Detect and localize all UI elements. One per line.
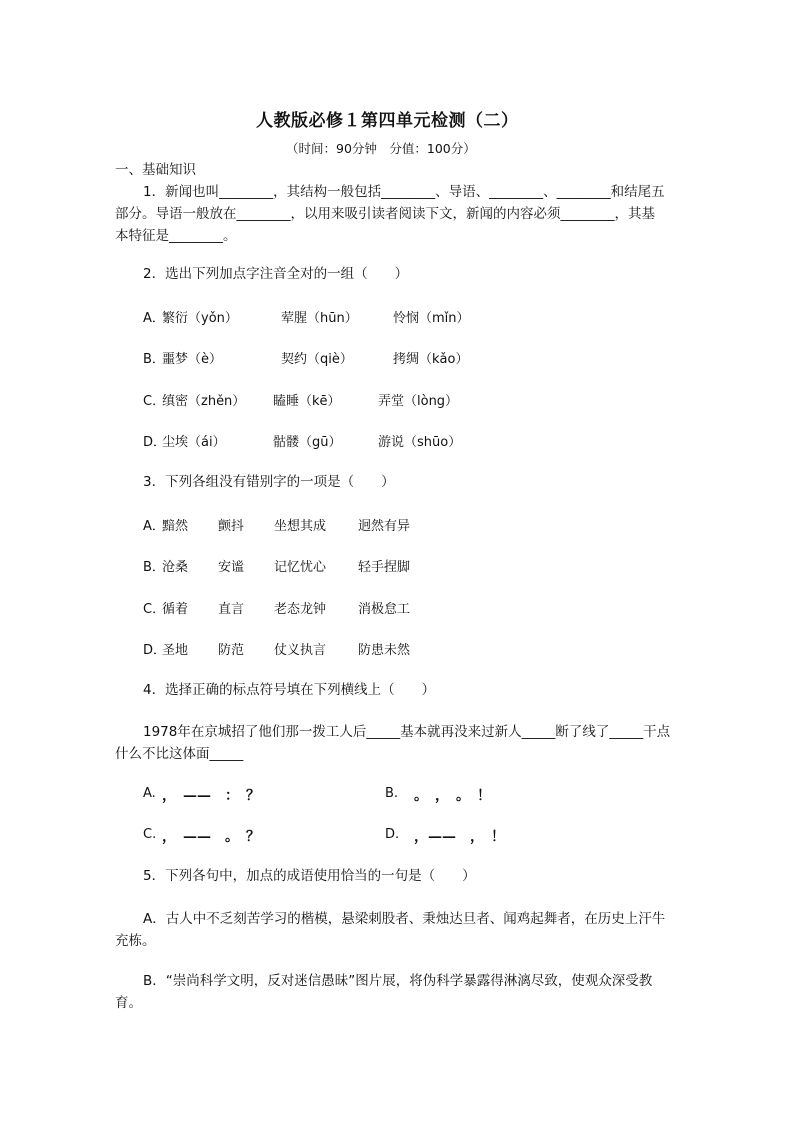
- option-item: 荤腥（hūn）: [281, 311, 358, 326]
- option-marks: 。 ， 。 ！: [400, 788, 491, 804]
- q1-line-1: 1．新闻也叫________，其结构一般包括________、导语、________、________和结尾五: [143, 184, 665, 200]
- option-label: A．: [143, 519, 165, 534]
- option-label: D．: [143, 435, 167, 450]
- option-label: C．: [143, 394, 166, 409]
- q2-stem: 2．选出下列加点字注音全对的一组（ ）: [143, 266, 409, 282]
- option-marks: ， —— 。 ？: [162, 829, 260, 845]
- q1-line-2: 部分。导语一般放在________，以用来吸引读者阅读下文，新闻的内容必须________，其基: [115, 206, 655, 222]
- option-item: 骷髅（gū）: [273, 435, 342, 450]
- option-item: 缜密（zhěn）: [162, 394, 246, 409]
- option-item: 圣地: [162, 643, 189, 658]
- option-label: A.: [143, 786, 156, 801]
- option-item: 老态龙钟: [274, 602, 327, 617]
- option-item: 坐想其成: [274, 519, 327, 534]
- option-label: C．: [143, 602, 166, 617]
- option-item: 记忆忧心: [274, 560, 327, 575]
- option-marks: ， —— ： ？: [162, 788, 260, 804]
- option-label: A．: [143, 311, 165, 326]
- q4-passage-line-2: 什么不比这体面_____: [115, 746, 244, 762]
- option-item: 尘埃（ái）: [162, 435, 226, 450]
- q5-option-b-line-1: B．“崇尚科学文明，反对迷信愚昧”图片展，将伪科学暴露得淋漓尽致，使观众深受教: [143, 973, 653, 989]
- option-item: 迥然有异: [358, 519, 411, 534]
- q4-passage-line-1: 1978年在京城招了他们那一拨工人后_____基本就再没来过新人_____断了线了_____干点: [143, 724, 671, 740]
- option-marks: ，—— ， ！: [400, 829, 505, 845]
- option-item: 直言: [218, 602, 245, 617]
- q5-option-a-line-1: A．古人中不乏刻苦学习的楷模，悬梁刺股者、秉烛达旦者、闻鸡起舞者，在历史上汗牛: [143, 911, 666, 927]
- option-item: 游说（shūo）: [378, 435, 462, 450]
- option-item: 仗义执言: [274, 643, 327, 658]
- option-item: 怜悯（mǐn）: [393, 311, 470, 326]
- q1-line-3: 本特征是________。: [115, 228, 237, 244]
- option-label: B．: [143, 352, 165, 367]
- q5-option-a-line-2: 充栋。: [115, 933, 156, 949]
- option-item: 拷绸（kǎo）: [393, 352, 469, 367]
- page-title: 人教版必修１第四单元检测（二）: [256, 111, 519, 131]
- q4-stem: 4．选择正确的标点符号填在下列横线上（ ）: [143, 682, 436, 698]
- option-item: 轻手捏脚: [358, 560, 411, 575]
- option-item: 黯然: [162, 519, 189, 534]
- option-item: 噩梦（è）: [162, 352, 222, 367]
- option-item: 防患未然: [358, 643, 411, 658]
- option-item: 沧桑: [162, 560, 189, 575]
- option-label: B．: [143, 560, 165, 575]
- option-item: 瞌睡（kē）: [273, 394, 341, 409]
- time-score-info: （时间：90分钟 分值：100分）: [286, 141, 476, 156]
- q5-option-b-line-2: 育。: [115, 995, 142, 1011]
- q3-stem: 3．下列各组没有错别字的一项是（ ）: [143, 474, 395, 490]
- section-heading: 一、基础知识: [115, 162, 196, 178]
- option-item: 安谧: [218, 560, 245, 575]
- option-label: D．: [143, 643, 167, 658]
- option-label: B.: [385, 786, 399, 801]
- option-label: C.: [143, 827, 157, 842]
- q5-stem: 5．下列各句中，加点的成语使用恰当的一句是（ ）: [143, 868, 476, 884]
- option-item: 契约（qiè）: [281, 352, 353, 367]
- option-item: 弄堂（lòng）: [378, 394, 459, 409]
- option-item: 颤抖: [218, 519, 245, 534]
- option-label: D.: [385, 827, 400, 842]
- option-item: 循着: [162, 602, 189, 617]
- option-item: 繁衍（yǒn）: [162, 311, 238, 326]
- option-item: 消极怠工: [358, 602, 411, 617]
- option-item: 防范: [218, 643, 245, 658]
